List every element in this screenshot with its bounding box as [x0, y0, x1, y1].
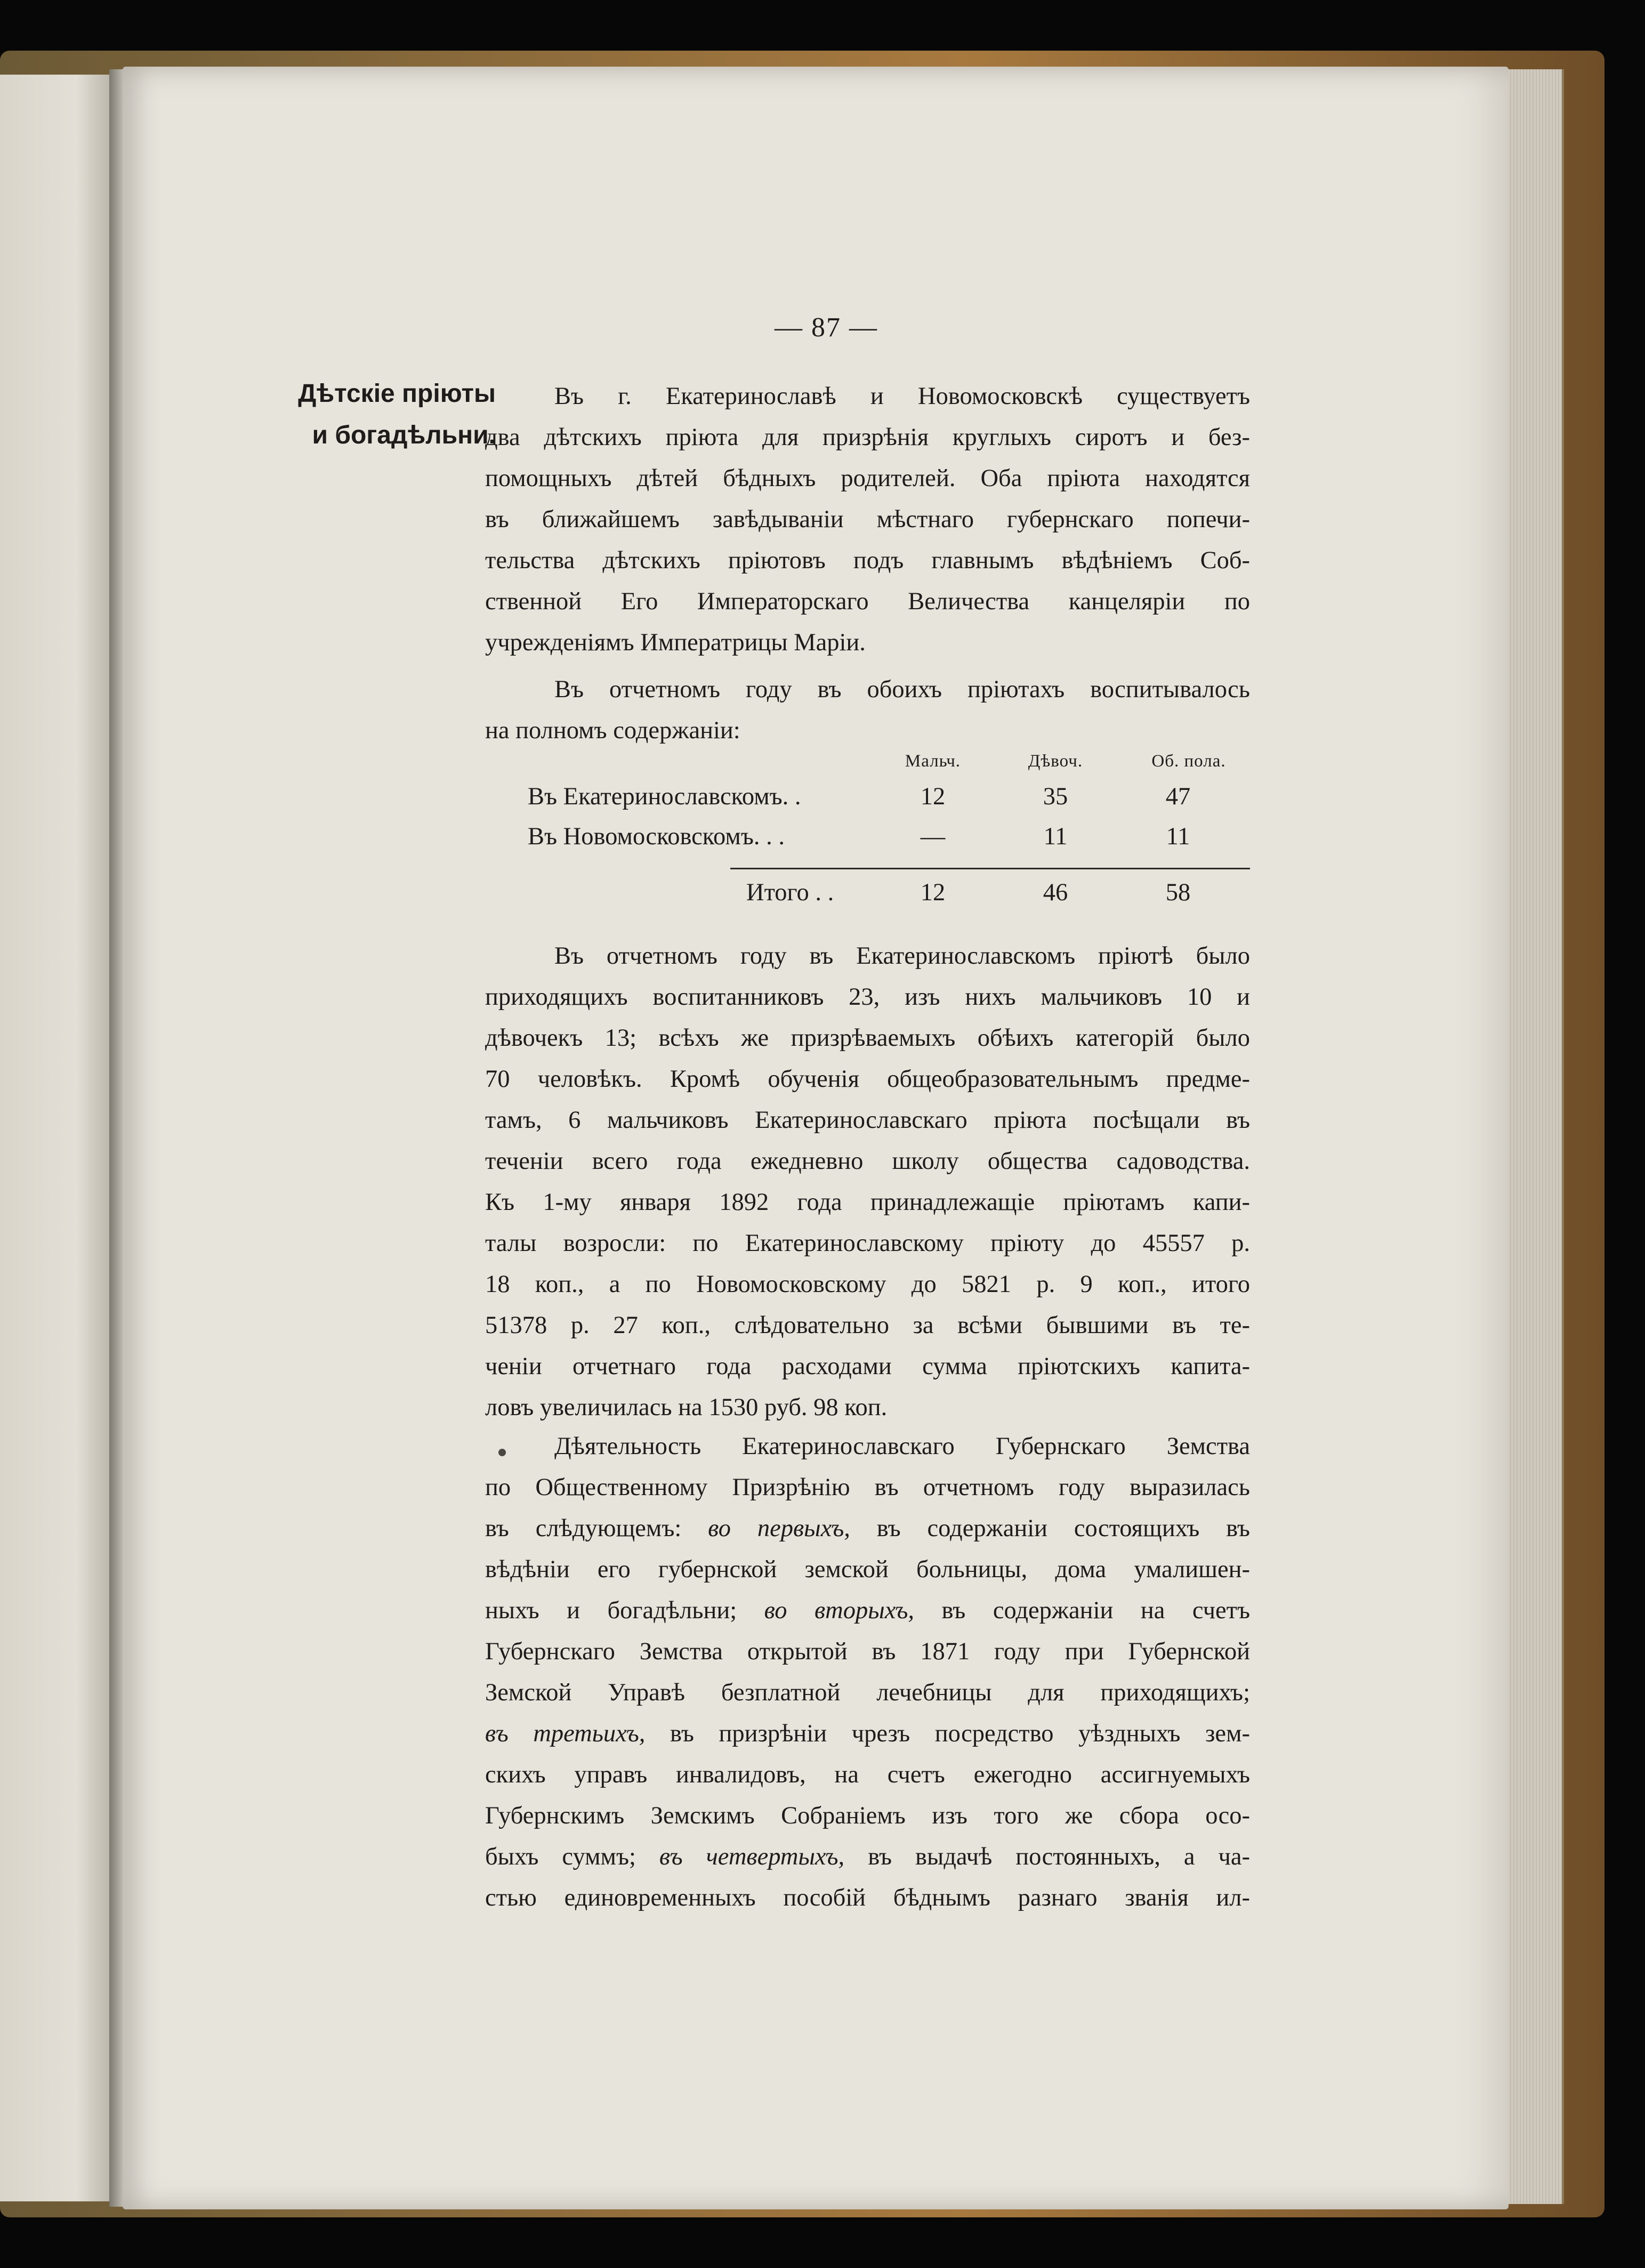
total-label: Итого . . [746, 879, 834, 906]
text-line: талы возросли: по Екатеринославскому пріюту до 45557 р. [485, 1230, 1250, 1257]
text-line: ственной Его Императорскаго Величества канцеляріи по [485, 588, 1250, 615]
total-girls: 46 [1043, 879, 1068, 906]
text-line: вѣдѣніи его губернской земской больницы, дома умалишен- [485, 1556, 1250, 1583]
total-boys: 12 [920, 879, 946, 906]
table-row [528, 782, 1250, 820]
total-all: 58 [1165, 879, 1191, 906]
text-line: дѣвочекъ 13; всѣхъ же призрѣваемыхъ обѣихъ категорій было [485, 1024, 1250, 1052]
cell-girls: 35 [1043, 783, 1068, 810]
cell-total: 11 [1166, 823, 1190, 850]
text-line: ловъ увеличилась на 1530 руб. 98 коп. [485, 1394, 888, 1421]
text-line: Земской Управѣ безплатной лечебницы для приходящихъ; [485, 1679, 1250, 1706]
paragraph-3 [485, 935, 1250, 1428]
paragraph-2 [485, 669, 1250, 751]
text-line: тельства дѣтскихъ пріютовъ подъ главнымъ вѣдѣніемъ Соб- [485, 547, 1250, 574]
margin-heading-line: и богадѣльни. [312, 421, 496, 449]
row-label: Въ Новомосковскомъ. . . [528, 823, 785, 850]
cell-boys: 12 [920, 783, 946, 810]
text-line: на полномъ содержаніи: [485, 717, 740, 744]
text-line: Въ отчетномъ году въ обоихъ пріютахъ воспитывалось [554, 676, 1250, 703]
paragraph-4 [485, 1426, 1250, 1918]
margin-heading-line: Дѣтскіе пріюты [298, 380, 496, 408]
italic-phrase: въ четвертыхъ, [659, 1843, 845, 1870]
column-header-boys: Мальч. [905, 752, 961, 771]
page-number: — 87 — [775, 312, 878, 343]
text-line: приходящихъ воспитанниковъ 23, изъ нихъ мальчиковъ 10 и [485, 983, 1250, 1011]
text-line: ныхъ и богадѣльни; во вторыхъ, въ содержаніи на счетъ [485, 1597, 1250, 1624]
column-header-total: Об. пола. [1151, 752, 1226, 771]
cell-boys: — [920, 823, 946, 850]
text-line: тамъ, 6 мальчиковъ Екатеринославскаго пріюта посѣщали въ [485, 1107, 1250, 1134]
paragraph-1 [485, 376, 1250, 663]
text-line: ченіи отчетнаго года расходами сумма пріютскихъ капита- [485, 1353, 1250, 1380]
text-line: Дѣятельность Екатеринославскаго Губернскаго Земства [554, 1433, 1250, 1460]
text-line: Къ 1-му января 1892 года принадлежащіе пріютамъ капи- [485, 1189, 1250, 1216]
text-line: по Общественному Призрѣнію въ отчетномъ году выразилась [485, 1474, 1250, 1501]
text-line: 18 коп., а по Новомосковскому до 5821 р. 9 коп., итого [485, 1271, 1250, 1298]
cell-girls: 11 [1043, 823, 1068, 850]
cell-total: 47 [1165, 783, 1191, 810]
table-total-rule [730, 868, 1250, 869]
text-line: въ третьихъ, въ призрѣніи чрезъ посредство уѣздныхъ зем- [485, 1720, 1250, 1747]
text-line: Въ отчетномъ году въ Екатеринославскомъ пріютѣ было [554, 942, 1250, 970]
column-header-girls: Дѣвоч. [1028, 752, 1083, 771]
text-line: 51378 р. 27 коп., слѣдовательно за всѣми бывшими въ те- [485, 1312, 1250, 1339]
italic-phrase: въ третьихъ, [485, 1720, 646, 1747]
text-line: быхъ суммъ; въ четвертыхъ, въ выдачѣ постоянныхъ, а ча- [485, 1843, 1250, 1870]
table-total-row [528, 878, 1250, 916]
text-line: скихъ управъ инвалидовъ, на счетъ ежегодно ассигнуемыхъ [485, 1761, 1250, 1788]
text-line: помощныхъ дѣтей бѣдныхъ родителей. Оба пріюта находятся [485, 465, 1250, 492]
text-line: въ слѣдующемъ: во первыхъ, въ содержаніи состоящихъ въ [485, 1515, 1250, 1542]
text-line: учрежденіямъ Императрицы Маріи. [485, 629, 866, 656]
italic-phrase: во первыхъ, [708, 1515, 850, 1542]
text-line: Губернскаго Земства открытой въ 1871 году при Губернской [485, 1638, 1250, 1665]
table-row [528, 822, 1250, 860]
text-line: стью единовременныхъ пособій бѣднымъ разнаго званія ил- [485, 1884, 1250, 1911]
text-line: 70 человѣкъ. Кромѣ обученія общеобразовательнымъ предме- [485, 1066, 1250, 1093]
text-line: Въ г. Екатеринославѣ и Новомосковскѣ существуетъ [554, 383, 1250, 410]
text-line: два дѣтскихъ пріюта для призрѣнія круглыхъ сиротъ и без- [485, 424, 1250, 451]
margin-heading [251, 373, 496, 456]
italic-phrase: во вторыхъ, [764, 1597, 914, 1624]
text-line: въ ближайшемъ завѣдываніи мѣстнаго губернскаго попечи- [485, 506, 1250, 533]
ink-speck [498, 1449, 506, 1456]
text-line: Губернскимъ Земскимъ Собраніемъ изъ того же сбора осо- [485, 1802, 1250, 1829]
text-line: теченіи всего года ежедневно школу общества садоводства. [485, 1148, 1250, 1175]
row-label: Въ Екатеринославскомъ. . [528, 783, 801, 810]
